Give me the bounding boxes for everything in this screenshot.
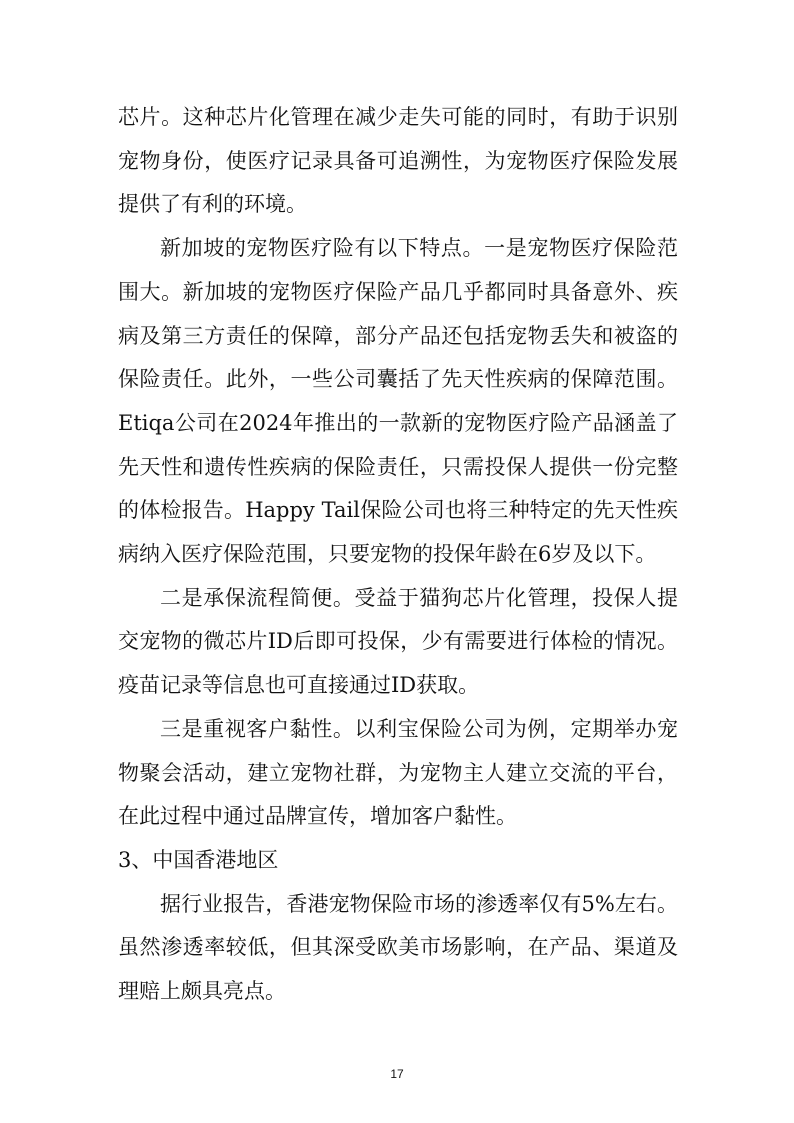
paragraph-underwriting: 二是承保流程简便。受益于猫狗芯片化管理，投保人提交宠物的微芯片ID后即可投保，少有需要进行体检的情况。疫苗记录等信息也可直接通过ID获取。 <box>118 585 678 698</box>
body-text <box>118 96 678 1014</box>
paragraph-continuation: 芯片。这种芯片化管理在减少走失可能的同时，有助于识别宠物身份，使医疗记录具备可追溯性，为宠物医疗保险发展提供了有利的环境。 <box>118 105 678 217</box>
page-number: 17 <box>390 1067 404 1081</box>
paragraph-hong-kong-market: 据行业报告，香港宠物保险市场的渗透率仅有5%左右。虽然渗透率较低，但其深受欧美市场影响，在产品、渠道及理赔上颇具亮点。 <box>118 891 678 1004</box>
paragraph-singapore-features: 新加坡的宠物医疗险有以下特点。一是宠物医疗保险范围大。新加坡的宠物医疗保险产品几乎都同时具备意外、疾病及第三方责任的保障，部分产品还包括宠物丢失和被盗的保险责任。此外，一些公司囊括了先天性疾病的保障范围。Etiqa公司在2024年推出的一款新的宠物医疗险产品涵盖了先天性和遗传性疾病的保险责任，只需投保人提供一份完整的体检报告。Happy Tail保险公司也将三种特定的先天性疾病纳入医疗保险范围，只要宠物的投保年龄在6岁及以下。 <box>118 236 678 567</box>
paragraph-customer-stickiness: 三是重视客户黏性。以利宝保险公司为例，定期举办宠物聚会活动，建立宠物社群，为宠物主人建立交流的平台，在此过程中通过品牌宣传，增加客户黏性。 <box>118 716 678 829</box>
section-heading-hong-kong: 3、中国香港地区 <box>118 847 279 872</box>
